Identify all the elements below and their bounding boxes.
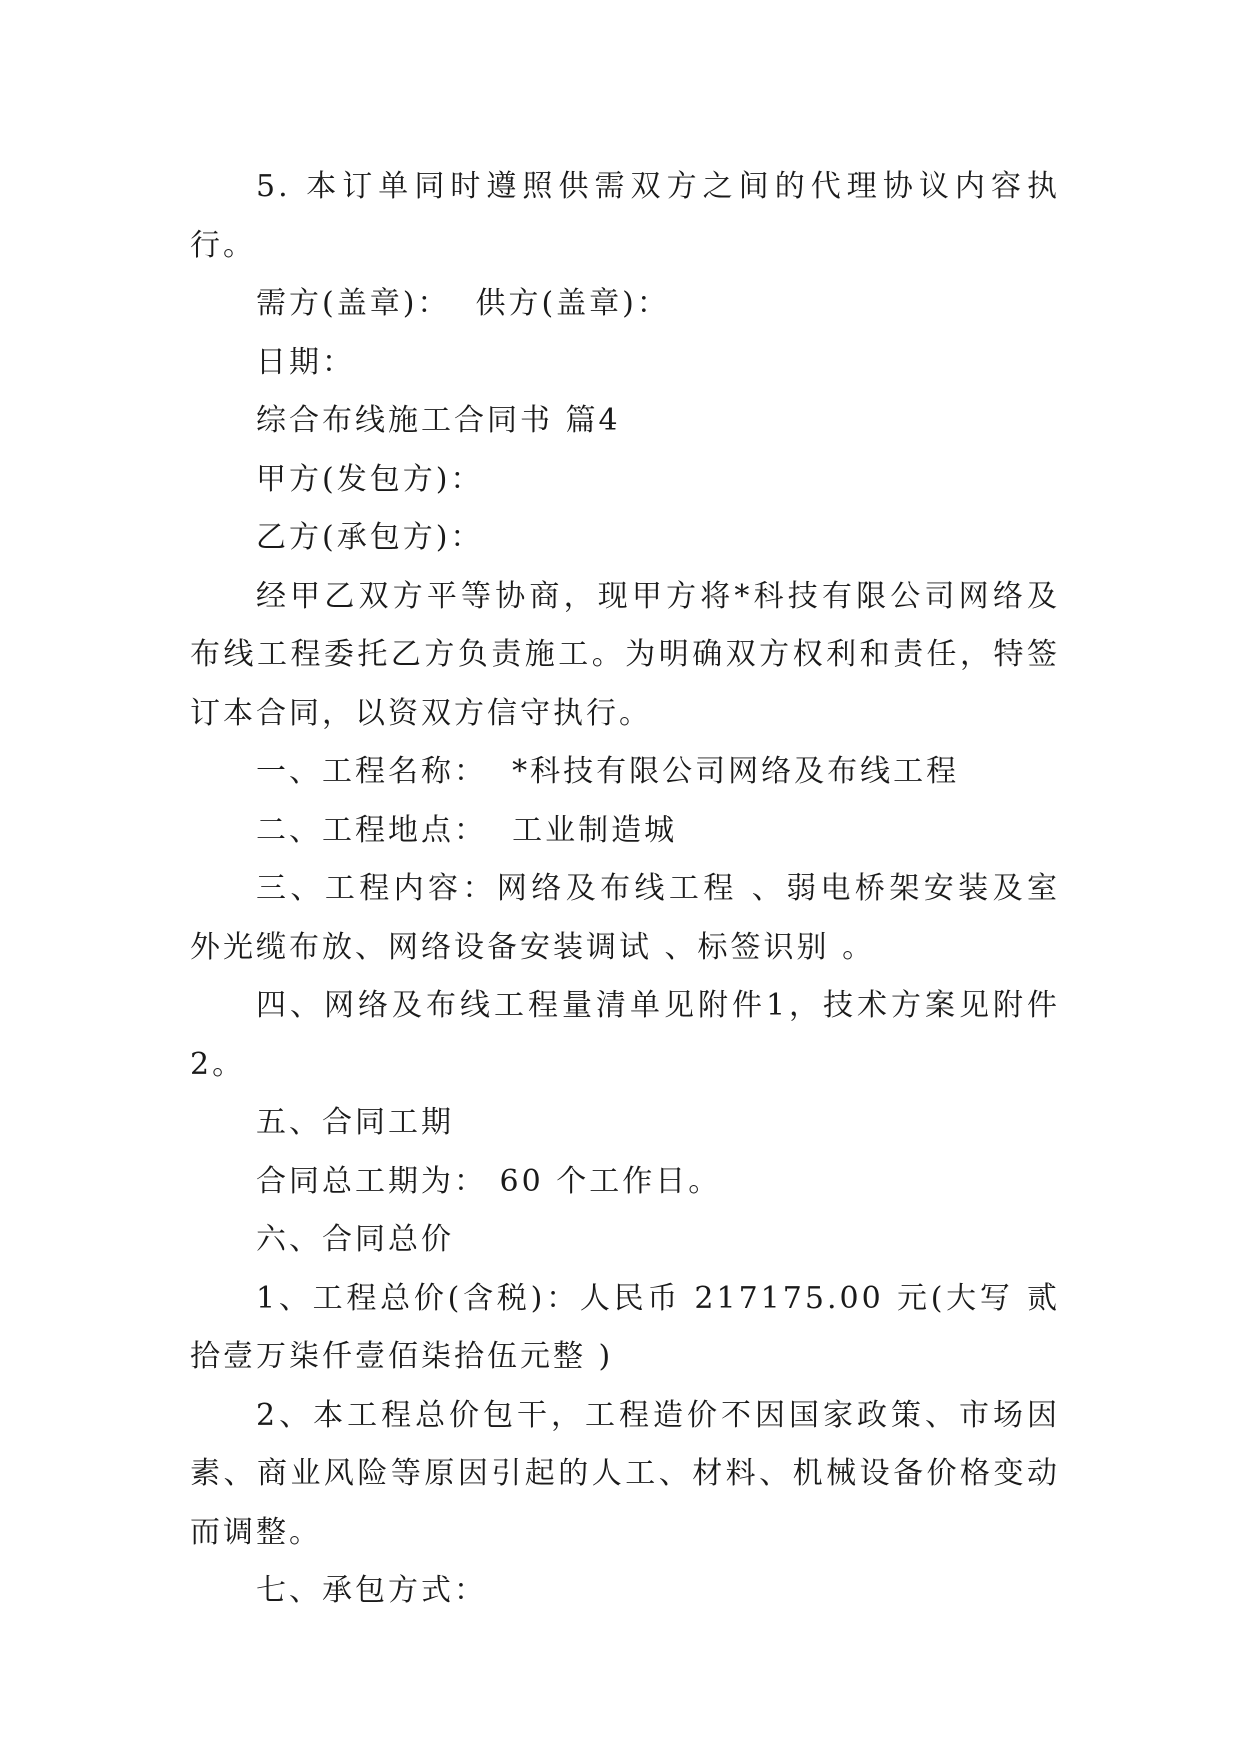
contract-price-heading: 六、合同总价 xyxy=(256,1222,454,1257)
project-location: 二、工程地点： 工业制造城 xyxy=(256,812,678,848)
project-name: 一、工程名称： *科技有限公司网络及布线工程 xyxy=(256,754,960,789)
date-line: 日期： xyxy=(256,344,355,380)
attachments-note: 四、网络及布线工程量清单见附件1，技术方案见附件2。 xyxy=(190,988,1060,1082)
fixed-price-item: 2、本工程总价包干，工程造价不因国家政策、市场因素、商业风险等原因引起的人工、材料、机械设备价格变动而调整。 xyxy=(190,1397,1060,1550)
clause-5-agency-agreement: 5. 本订单同时遵照供需双方之间的代理协议内容执行。 xyxy=(190,169,1060,263)
seal-line: 需方(盖章)： 供方(盖章)： xyxy=(256,286,670,321)
section-heading: 综合布线施工合同书 篇4 xyxy=(256,403,621,438)
intro-paragraph: 经甲乙双方平等协商，现甲方将*科技有限公司网络及布线工程委托乙方负责施工。为明确双方权利和责任，特签订本合同，以资双方信守执行。 xyxy=(190,578,1060,731)
total-price-item: 1、工程总价(含税)：人民币 217175.00 元(大写 贰拾壹万柒仟壹佰柒拾伍元整 ) xyxy=(190,1280,1060,1374)
party-b-line: 乙方(承包方)： xyxy=(256,520,484,555)
project-content: 三、工程内容：网络及布线工程 、弱电桥架安装及室外光缆布放、网络设备安装调试 、标签识别 。 xyxy=(190,871,1060,965)
contract-period-heading: 五、合同工期 xyxy=(256,1105,454,1140)
contract-period-text: 合同总工期为： 60 个工作日。 xyxy=(256,1163,722,1199)
party-a-line: 甲方(发包方)： xyxy=(256,461,484,497)
contracting-method-heading: 七、承包方式： xyxy=(256,1573,487,1608)
document-body xyxy=(190,158,1060,1621)
